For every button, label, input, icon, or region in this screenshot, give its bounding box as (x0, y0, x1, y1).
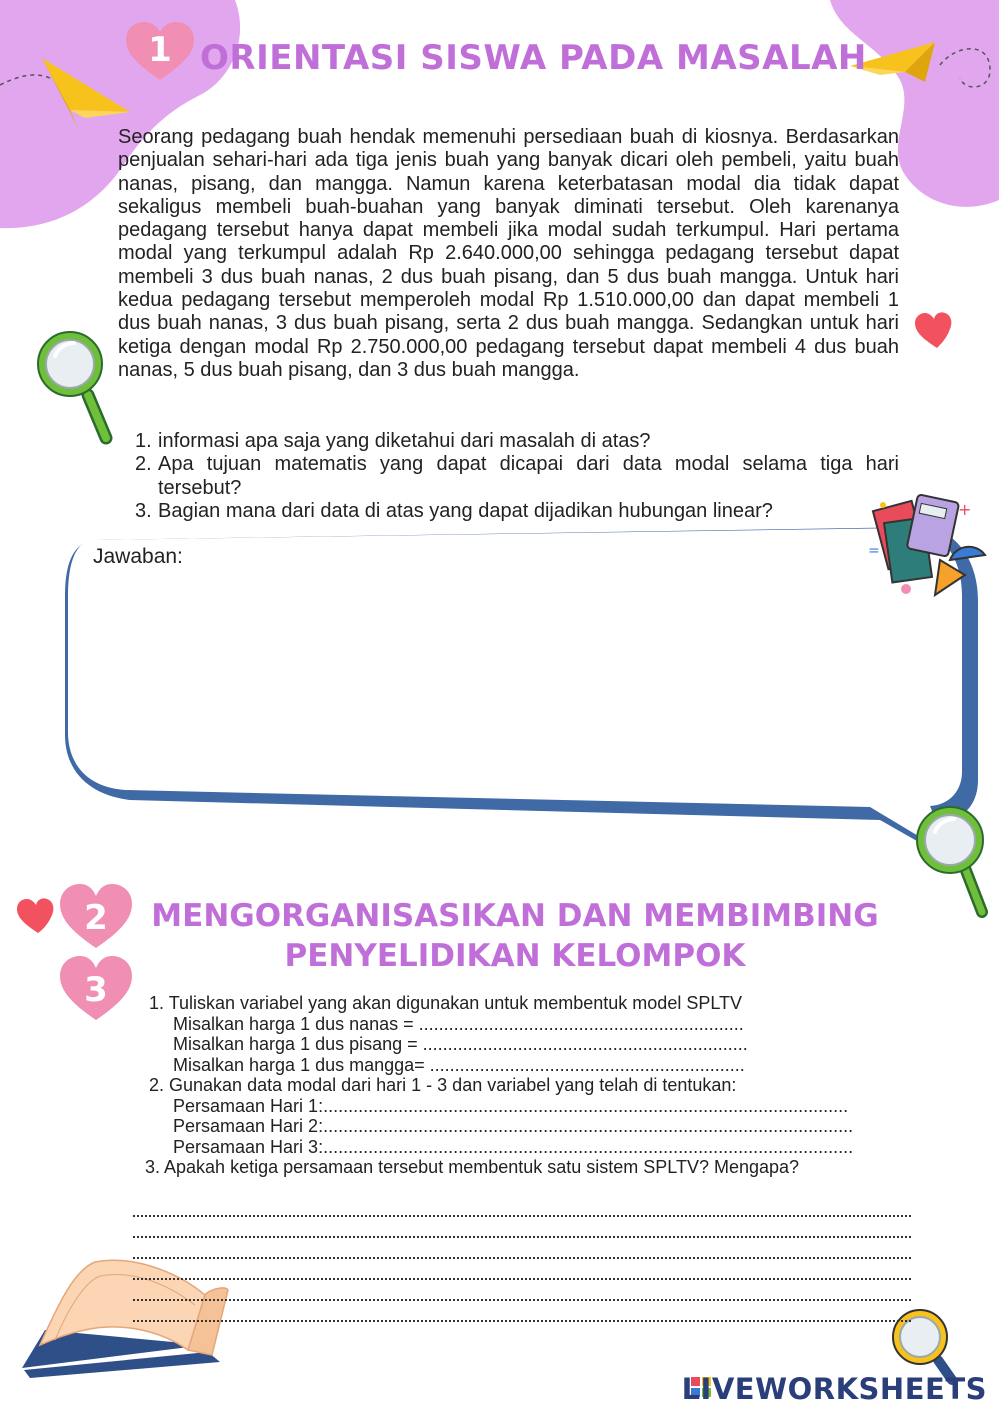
answer-textarea[interactable] (95, 575, 944, 784)
equation-day2-field[interactable]: Persamaan Hari 2:.......................................................................................................... (173, 1116, 854, 1136)
svg-text:=: = (868, 543, 880, 559)
red-heart-icon-left (17, 898, 53, 933)
investigation-tasks (145, 993, 915, 1178)
svg-text:+: + (958, 500, 972, 519)
section-title-line2: PENYELIDIKAN KELOMPOK (284, 938, 746, 974)
task-2: 2. Gunakan data modal dari hari 1 - 3 dan variabel yang telah di tentukan: (149, 1075, 737, 1095)
magnifier-icon-left (38, 332, 106, 438)
question-item: 2. Apa tujuan matematis yang dapat dicapai dari data modal selama tiga hari tersebut? (135, 453, 899, 499)
question-list (118, 430, 899, 523)
variable-pisang-field[interactable]: Misalkan harga 1 dus pisang = ................................................................. (173, 1034, 748, 1054)
answer-line-2[interactable] (133, 1236, 911, 1238)
question-item: 3. Bagian mana dari data di atas yang dapat dijadikan hubungan linear? (135, 499, 773, 522)
answer-line-3[interactable] (133, 1257, 911, 1259)
answer-line-4[interactable] (133, 1278, 911, 1280)
task-1: 1. Tuliskan variabel yang akan digunakan untuk membentuk model SPLTV (149, 993, 743, 1013)
answer-line-5[interactable] (133, 1299, 911, 1301)
section-title (150, 896, 880, 976)
step-number-3: 3 (84, 970, 108, 1010)
answer-line-1[interactable] (133, 1215, 911, 1217)
variable-mangga-field[interactable]: Misalkan harga 1 dus mangga= ............................................................... (173, 1054, 745, 1075)
page-title: ORIENTASI SISWA PADA MASALAH (200, 38, 867, 78)
answer-label: Jawaban: (93, 545, 183, 568)
equation-day3-field[interactable]: Persamaan Hari 3:.......................................................................................................... (173, 1136, 854, 1157)
step-number-2: 2 (84, 898, 108, 938)
brand-name: LIVEWORKSHEETS (681, 1372, 987, 1406)
red-heart-icon-right (915, 312, 951, 348)
problem-story: Seorang pedagang buah hendak memenuhi persediaan buah di kiosnya. Berdasarkan penjualan sehari-hari ada tiga jenis buah yang banyak dicari oleh pembeli, yaitu buah nanas, pisang, dan mangga. Namun karena keterbatasan modal dia tidak dapat sekaligus membeli buah-buahan yang banyak diminati tersebut. Oleh karenanya pedagang tersebut hanya dapat membeli jika modal sudah terkumpul. Hari pertama modal yang terkumpul adalah Rp 2.640.000,00 sehingga pedagang tersebut dapat membeli 3 dus buah nanas, 2 dus buah pisang, dan 5 dus buah mangga. Untuk hari kedua pedagang tersebut memperoleh modal Rp 1.510.000,00 dan dapat membeli 1 dus buah nanas, 3 dus buah pisang, serta 2 dus buah mangga. Sedangkan untuk hari ketiga dengan modal Rp 2.750.000,00 pedagang tersebut dapat membeli 4 dus buah nanas, 5 dus buah pisang, dan 3 dus buah mangga. (118, 126, 899, 381)
question-item: 1. informasi apa saja yang diketahui dari masalah di atas? (135, 430, 651, 452)
step-number-1: 1 (148, 30, 172, 70)
section-title-line1: MENGORGANISASIKAN DAN MEMBIMBING (151, 898, 879, 934)
equation-day1-field[interactable]: Persamaan Hari 1:......................................................................................................... (173, 1095, 849, 1116)
magnifier-icon-right (917, 807, 983, 912)
task-3: 3. Apakah ketiga persamaan tersebut membentuk satu sistem SPLTV? Mengapa? (145, 1157, 800, 1177)
liveworksheets-brand: L I V E LIVEWORKSHEETS (654, 1372, 987, 1406)
variable-nanas-field[interactable]: Misalkan harga 1 dus nanas = ................................................................. (173, 1013, 744, 1034)
answer-line-6[interactable] (133, 1320, 911, 1322)
